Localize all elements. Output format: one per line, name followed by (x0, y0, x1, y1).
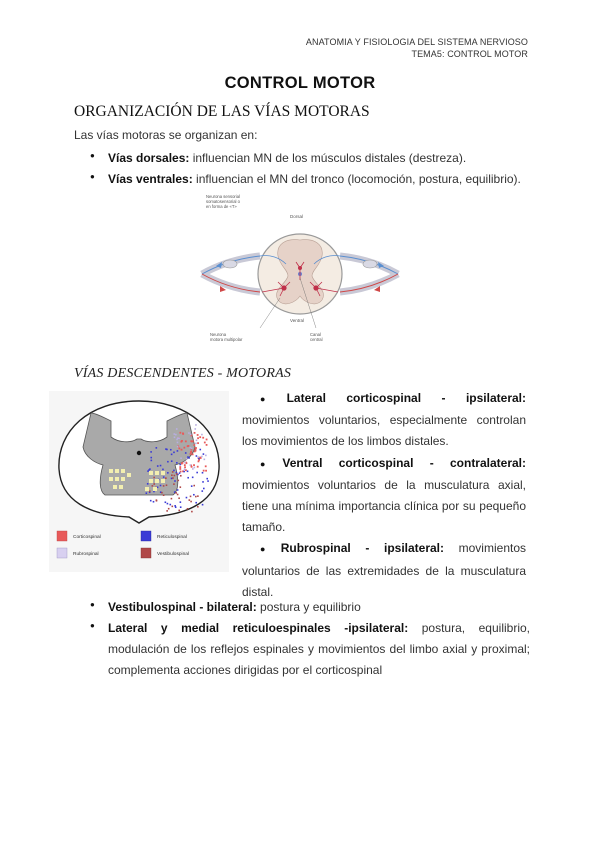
figure-label-dorsal: Dorsal (290, 214, 304, 219)
descending-tracts-figure (49, 391, 229, 572)
tract-item: ● Rubrospinal - ipsilateral: movimientos voluntarios de las extremidades de la musculatura distal. (242, 541, 526, 599)
list-item: ● Vías ventrales: influencian el MN del tronco (locomoción, postura, equilibrio). (90, 169, 521, 190)
list-item: ● Lateral y medial reticuloespinales -ipsilateral: postura, equilibrio, modulación de los reflejos espinales y movimientos del limbo axial y proximal; complementa acciones dirigidas por el corticospinal (90, 618, 530, 681)
section-heading-descending: VÍAS DESCENDENTES - MOTORAS (74, 366, 292, 381)
page-title: CONTROL MOTOR (224, 74, 376, 92)
figure-label-motor: motora multipolar (210, 337, 243, 342)
legend-label-rubrospinal: Rubrospinal (73, 552, 99, 557)
pathway-list (90, 148, 521, 190)
tract-item: ● Ventral corticospinal - contralateral: movimientos voluntarios de la musculatura axial, tiene una mínima importancia clínica por su pequeño tamaño. (242, 455, 527, 535)
document-header (306, 36, 528, 60)
figure-label-ventral: Ventral (290, 318, 305, 323)
list-item: ● Vías dorsales: influencian MN de los músculos distales (destreza). (90, 148, 521, 169)
header-topic: TEMA5: CONTROL MOTOR (411, 49, 528, 59)
list-item: ● Vestibulospinal - bilateral: postura y equilibrio (90, 597, 530, 618)
header-course: ANATOMIA Y FISIOLOGIA DEL SISTEMA NERVIOSO (305, 37, 528, 47)
legend-label-vestibulospinal: Vestibulospinal (157, 552, 190, 557)
legend-swatch-reticulospinal (141, 531, 151, 541)
figure-label-motor: Neurona (210, 332, 227, 337)
figure-label-sensory: en forma de «T» (206, 204, 237, 209)
figure-label-sensory: somatosensorial o (206, 199, 240, 204)
tract-item: ● Lateral corticospinal - ipsilateral: movimientos voluntarios, especialmente controlan los movimientos de los limbos distales. (242, 391, 526, 449)
tract-descriptions (242, 388, 526, 603)
nerve-root-left (202, 274, 260, 292)
extra-tract-list (90, 597, 530, 681)
figure-label-canal: Canal (310, 332, 321, 337)
legend-label-reticulospinal: Reticulospinal (157, 535, 187, 540)
legend-swatch-vestibulospinal (141, 548, 151, 558)
legend-swatch-rubrospinal (57, 548, 67, 558)
nerve-root-right (340, 274, 398, 292)
intro-text: Las vías motoras se organizan en: (74, 128, 258, 142)
legend-swatch-corticospinal (57, 531, 67, 541)
figure-label-sensory: Neurona sensorial (206, 194, 240, 199)
spinal-cord-cross-section-figure (200, 188, 400, 350)
figure-label-canal: central (310, 337, 323, 342)
legend-label-corticospinal: Corticospinal (73, 535, 101, 540)
section-heading-organization: ORGANIZACIÓN DE LAS VÍAS MOTORAS (74, 103, 370, 120)
